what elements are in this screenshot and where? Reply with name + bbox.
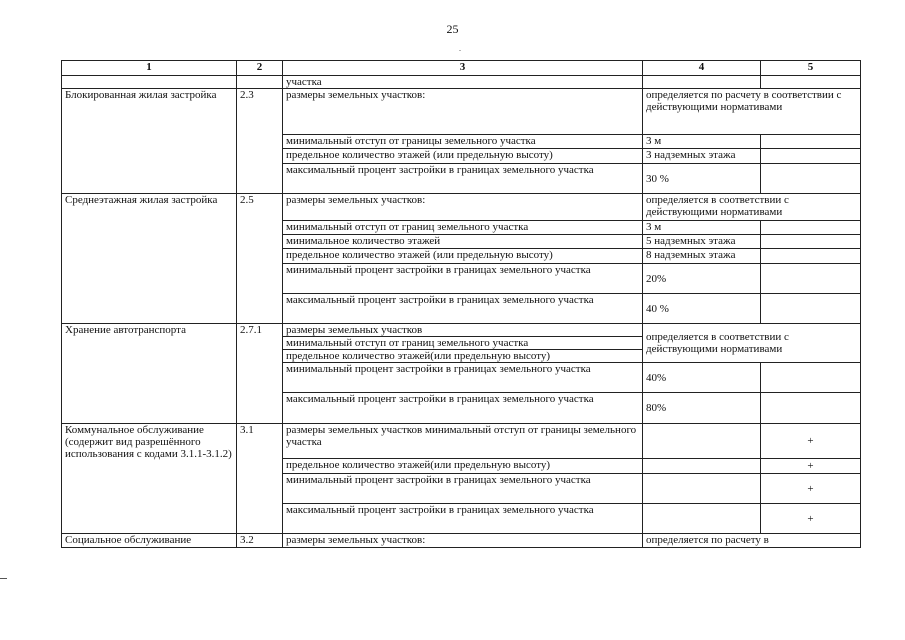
use-code: 2.7.1 — [237, 324, 283, 424]
param-cell: минимальный отступ от границ земельного участка — [283, 337, 643, 350]
param-cell: максимальный процент застройки в границах земельного участка — [283, 504, 643, 534]
table-row — [62, 89, 861, 135]
header-col-1: 1 — [62, 61, 237, 76]
value-cell: определяется в соответствии с действующими нормативами — [643, 324, 861, 363]
cell-empty — [761, 221, 861, 235]
value-cell: 3 м — [643, 221, 761, 235]
param-cell: предельное количество этажей (или предельную высоту) — [283, 249, 643, 264]
param-cell: размеры земельных участков: — [283, 534, 643, 548]
table-row — [62, 194, 861, 221]
page-number: 25 — [446, 22, 459, 36]
plus-mark: + — [761, 504, 861, 534]
param-cell: размеры земельных участков: — [283, 194, 643, 221]
use-code: 3.1 — [237, 424, 283, 534]
value-cell: определяется по расчету в — [643, 534, 861, 548]
param-cell: размеры земельных участков: — [283, 89, 643, 135]
cell-empty — [643, 424, 761, 459]
table-row — [62, 324, 861, 337]
value-cell: 80% — [643, 393, 761, 424]
use-name: Хранение автотранспорта — [62, 324, 237, 424]
cell-empty — [643, 459, 761, 474]
header-row — [62, 61, 861, 76]
param-cell: предельное количество этажей(или предельную высоту) — [283, 459, 643, 474]
param-cell: размеры земельных участков минимальный отступ от границы земельного участка — [283, 424, 643, 459]
param-cell: максимальный процент застройки в границах земельного участка — [283, 164, 643, 194]
cell-empty — [761, 249, 861, 264]
scan-dot: . — [459, 44, 461, 53]
continuation-text: участка — [283, 76, 643, 89]
param-cell: минимальный процент застройки в границах земельного участка — [283, 363, 643, 393]
param-cell: минимальный отступ от границ земельного участка — [283, 221, 643, 235]
value-cell: 40 % — [643, 294, 761, 324]
value-cell: 40% — [643, 363, 761, 393]
value-cell: 5 надземных этажа — [643, 235, 761, 249]
header-col-5: 5 — [761, 61, 861, 76]
table-row — [62, 534, 861, 548]
param-cell: максимальный процент застройки в границах земельного участка — [283, 393, 643, 424]
use-name: Среднеэтажная жилая застройка — [62, 194, 237, 324]
value-cell: 20% — [643, 264, 761, 294]
cell-empty — [643, 76, 761, 89]
cell-empty — [761, 264, 861, 294]
cell-empty — [761, 235, 861, 249]
edge-mark — [0, 578, 7, 579]
table-row — [62, 424, 861, 459]
continuation-row — [62, 76, 861, 89]
cell-empty — [62, 76, 237, 89]
value-cell: 8 надземных этажа — [643, 249, 761, 264]
cell-empty — [761, 164, 861, 194]
use-name: Коммунальное обслуживание (содержит вид разрешённого использования с кодами 3.1.1-3.1.2) — [62, 424, 237, 534]
param-cell: минимальный процент застройки в границах земельного участка — [283, 474, 643, 504]
value-cell: 3 м — [643, 135, 761, 149]
cell-empty — [761, 393, 861, 424]
param-cell: максимальный процент застройки в границах земельного участка — [283, 294, 643, 324]
use-code: 3.2 — [237, 534, 283, 548]
value-cell: определяется по расчету в соответствии с действующими нормативами — [643, 89, 861, 135]
param-cell: размеры земельных участков — [283, 324, 643, 337]
cell-empty — [761, 135, 861, 149]
plus-mark: + — [761, 424, 861, 459]
value-cell: 30 % — [643, 164, 761, 194]
cell-empty — [761, 76, 861, 89]
use-name: Социальное обслуживание — [62, 534, 237, 548]
value-cell: 3 надземных этажа — [643, 149, 761, 164]
use-code: 2.3 — [237, 89, 283, 194]
param-cell: минимальное количество этажей — [283, 235, 643, 249]
value-cell: определяется в соответствии с действующими нормативами — [643, 194, 861, 221]
cell-empty — [761, 363, 861, 393]
plus-mark: + — [761, 459, 861, 474]
cell-empty — [761, 149, 861, 164]
param-cell: предельное количество этажей (или предельную высоту) — [283, 149, 643, 164]
header-col-3: 3 — [283, 61, 643, 76]
header-col-4: 4 — [643, 61, 761, 76]
use-code: 2.5 — [237, 194, 283, 324]
plus-mark: + — [761, 474, 861, 504]
use-name: Блокированная жилая застройка — [62, 89, 237, 194]
param-cell: предельное количество этажей(или предельную высоту) — [283, 350, 643, 363]
zoning-table — [61, 60, 861, 548]
cell-empty — [237, 76, 283, 89]
param-cell: минимальный отступ от границы земельного участка — [283, 135, 643, 149]
cell-empty — [761, 294, 861, 324]
cell-empty — [643, 504, 761, 534]
cell-empty — [643, 474, 761, 504]
param-cell: минимальный процент застройки в границах земельного участка — [283, 264, 643, 294]
header-col-2: 2 — [237, 61, 283, 76]
